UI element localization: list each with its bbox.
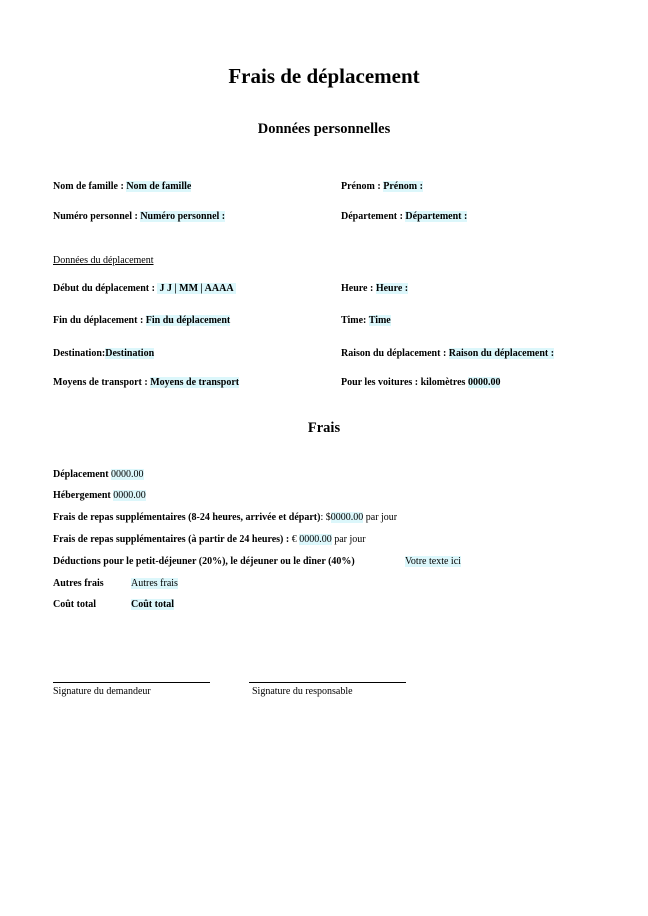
meals-24-label: Frais de repas supplémentaires (à partir de 24 heures) : — [53, 534, 290, 545]
cars-row — [341, 377, 500, 388]
applicant-signature-label: Signature du demandeur — [53, 686, 151, 697]
last-name-label: Nom de famille : — [53, 181, 124, 192]
costs-heading: Frais — [307, 420, 341, 436]
meals-24-currency: € — [291, 534, 297, 545]
travel-cost-label: Déplacement — [53, 469, 109, 480]
reason-label: Raison du déplacement : — [341, 348, 447, 359]
destination-row — [53, 348, 154, 359]
destination-label: Destination: — [53, 348, 106, 359]
meals-24-row — [53, 534, 366, 545]
time-field[interactable]: Time — [368, 315, 391, 326]
manager-signature-line — [249, 682, 406, 683]
trip-start-row — [53, 283, 236, 294]
personal-data-heading: Données personnelles — [257, 121, 391, 137]
travel-cost-row — [53, 469, 144, 480]
transport-label: Moyens de transport : — [53, 377, 148, 388]
total-cost-label: Coût total — [53, 599, 97, 610]
reason-field[interactable]: Raison du déplacement : — [448, 348, 555, 359]
hour-row — [341, 283, 408, 294]
lodging-cost-label: Hébergement — [53, 490, 111, 501]
transport-field[interactable]: Moyens de transport — [150, 377, 240, 388]
meals-8-24-field[interactable]: 0000.00 — [330, 512, 364, 523]
trip-start-date-field[interactable]: J J | MM | AAAA — [159, 283, 234, 294]
trip-end-row — [53, 315, 230, 326]
travel-cost-field[interactable]: 0000.00 — [111, 469, 144, 480]
reason-row — [341, 348, 554, 359]
manager-signature-label: Signature du responsable — [252, 686, 353, 697]
deductions-field[interactable]: Votre texte ici — [405, 556, 461, 567]
meals-24-unit: par jour — [334, 534, 366, 545]
hour-label: Heure : — [341, 283, 374, 294]
cars-km-field[interactable]: 0000.00 — [467, 377, 501, 388]
trip-data-heading: Données du déplacement — [53, 255, 154, 266]
meals-8-24-separator: : $ — [320, 512, 331, 523]
transport-row — [53, 377, 239, 388]
cars-label: Pour les voitures : kilomètres — [341, 377, 466, 388]
lodging-cost-field[interactable]: 0000.00 — [113, 490, 146, 501]
applicant-signature-line — [53, 682, 210, 683]
other-costs-field[interactable]: Autres frais — [131, 578, 178, 589]
personal-number-label: Numéro personnel : — [53, 211, 138, 222]
department-label: Département : — [341, 211, 403, 222]
meals-8-24-label: Frais de repas supplémentaires (8-24 heures, arrivée et départ) — [53, 512, 321, 523]
meals-24-field[interactable]: 0000.00 — [299, 534, 332, 545]
lodging-cost-row — [53, 490, 146, 501]
meals-8-24-row — [53, 512, 397, 523]
hour-field[interactable]: Heure : — [375, 283, 409, 294]
department-row — [341, 211, 467, 222]
personal-number-field[interactable]: Numéro personnel : — [140, 211, 226, 222]
trip-end-label: Fin du déplacement : — [53, 315, 144, 326]
destination-field[interactable]: Destination — [105, 348, 155, 359]
trip-end-field[interactable]: Fin du déplacement — [145, 315, 231, 326]
deductions-label: Déductions pour le petit-déjeuner (20%), le déjeuner ou le dîner (40%) — [53, 556, 355, 567]
document-title: Frais de déplacement — [228, 64, 420, 88]
personal-number-row — [53, 211, 225, 222]
time-row — [341, 315, 391, 326]
first-name-row — [341, 181, 423, 192]
first-name-label: Prénom : — [341, 181, 381, 192]
meals-8-24-unit: par jour — [365, 512, 398, 523]
time-label: Time: — [341, 315, 367, 326]
department-field[interactable]: Département : — [405, 211, 468, 222]
last-name-field[interactable]: Nom de famille — [126, 181, 192, 192]
other-costs-label: Autres frais — [53, 578, 104, 589]
trip-start-label: Début du déplacement : — [53, 283, 155, 294]
total-cost-field[interactable]: Coût total — [131, 599, 175, 610]
last-name-row — [53, 181, 191, 192]
first-name-field[interactable]: Prénom : — [383, 181, 423, 192]
